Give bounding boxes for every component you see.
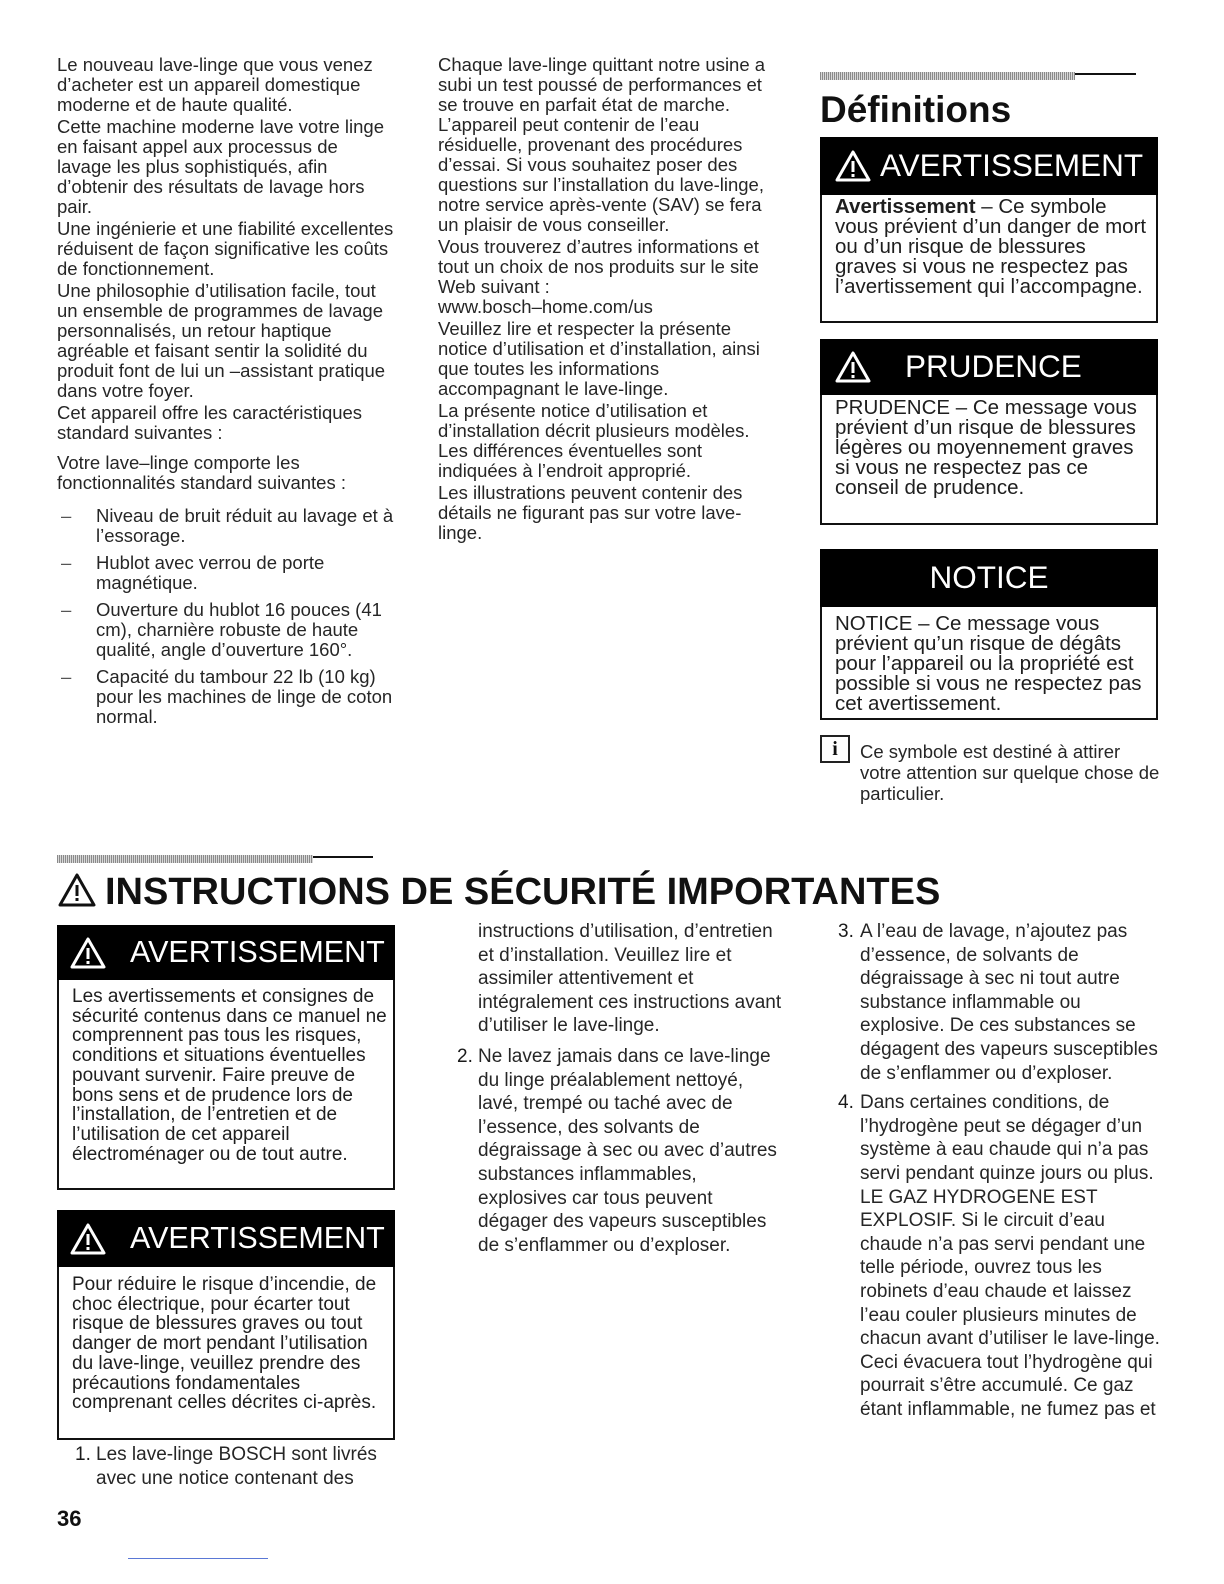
item-text-continued: instructions d’utilisation, d’entretien et d’installation. Veuillez lire et assimiler attentivement et intégralement ces instructions avant d’utiliser le lave-linge.	[478, 921, 782, 1037]
list-item	[57, 1443, 397, 1490]
safety-warning-box-2	[57, 1210, 395, 1440]
intro-column-2	[438, 55, 778, 545]
feature-bullet: –	[61, 505, 72, 526]
intro-paragraph: Veuillez lire et respecter la présente notice d’utilisation et d’installation, ainsi que toutes les informations accompagnant le lave-linge.	[438, 318, 760, 399]
warning-header-label: AVERTISSEMENT	[880, 147, 1144, 184]
feature-bullet: –	[61, 666, 72, 687]
decorative-underline	[128, 1558, 268, 1559]
rule-hatch	[57, 855, 313, 863]
warning-triangle-icon	[835, 150, 871, 182]
safety-item-1-start	[57, 1443, 397, 1490]
item-number: 2.	[457, 1045, 473, 1067]
feature-item	[57, 553, 397, 593]
feature-text: Ouverture du hublot 16 pouces (41 cm), charnière robuste de haute qualité, angle d’ouverture 160°.	[96, 599, 382, 660]
caution-header-label: PRUDENCE	[905, 348, 1082, 385]
safety-title	[57, 866, 940, 918]
safety-warning-box-1	[57, 925, 395, 1190]
intro-paragraph: Une ingénierie et une fiabilité excellentes réduisent de façon significative les coûts de fonctionnement.	[57, 218, 394, 279]
safety-warning-text: Pour réduire le risque d’incendie, de choc électrique, pour écarter tout risque de blessures graves ou tout danger de mort pendant l’utilisation du lave-linge, veuillez prendre des précautions fondamentales comprenant celles décrites ci-après.	[57, 1267, 395, 1440]
safety-column-3	[838, 920, 1163, 1421]
warning-header-label: AVERTISSEMENT	[130, 1221, 385, 1256]
intro-paragraph: Le nouveau lave-linge que vous venez d’acheter est un appareil domestique moderne et de haute qualité.	[57, 54, 373, 115]
item-number: 1.	[75, 1444, 91, 1465]
warning-description: – Ce symbole vous prévient d’un danger de mort ou d’un risque de blessures graves si vous ne respectez pas l’avertissement qui l’accompagne.	[835, 195, 1147, 298]
notice-term: NOTICE	[835, 612, 913, 635]
warning-header-label: AVERTISSEMENT	[130, 935, 385, 970]
info-symbol-note: Ce symbole est destiné à attirer votre attention sur quelque chose de particulier.	[860, 741, 1160, 804]
item-number: 4.	[838, 1092, 854, 1114]
info-icon: i	[820, 735, 850, 763]
caution-term: PRUDENCE	[835, 396, 951, 419]
item-text: Les lave-linge BOSCH sont livrés avec une notice contenant des	[96, 1444, 377, 1489]
warning-triangle-icon	[70, 937, 106, 969]
intro-paragraph	[438, 237, 778, 317]
feature-item	[57, 667, 397, 727]
safety-section-rule	[57, 855, 373, 863]
warning-term: Avertissement	[835, 195, 976, 218]
rule-hatch	[820, 72, 1075, 80]
caution-description: – Ce message vous prévient d’un risque de blessures légères ou moyennement graves si vous ne respectez pas ce conseil de prudence.	[835, 396, 1137, 499]
website-sentence: Vous trouverez d’autres informations et tout un choix de nos produits sur le site Web suivant :	[438, 236, 759, 297]
warning-header	[57, 1210, 395, 1267]
safety-column-2	[457, 920, 782, 1257]
notice-header	[820, 549, 1158, 607]
item-text: Ne lavez jamais dans ce lave-linge du linge préalablement nettoyé, lavé, trempé ou taché avec de l’essence, des solvants de dégraissage à sec ou avec d’autres substances inflammables, explosives car tous peuvent dégager des vapeurs susceptibles de s’enflammer ou d’exploser.	[478, 1045, 777, 1256]
list-item	[457, 1045, 782, 1257]
feature-text: Capacité du tambour 22 lb (10 kg) pour les machines de linge de coton normal.	[96, 666, 393, 727]
definitions-title: Définitions	[820, 89, 1012, 130]
feature-item	[57, 506, 397, 546]
safety-title-text: INSTRUCTIONS DE SÉCURITÉ IMPORTANTES	[105, 871, 941, 913]
warning-header	[57, 925, 395, 980]
feature-text: Niveau de bruit réduit au lavage et à l’essorage.	[96, 505, 394, 546]
notice-definition-text	[820, 607, 1158, 720]
intro-paragraph: Votre lave–linge comporte les fonctionnalités standard suivantes :	[57, 452, 346, 493]
feature-bullet: –	[61, 599, 72, 620]
item-text: Dans certaines conditions, de l’hydrogène peut se dégager d’un système à eau chaude qui n’a pas servi pendant quinze jours ou plus. LE GAZ HYDROGENE EST EXPLOSIF. Si le circuit d’eau chaude n’a pas servi pendant une telle période, ouvrez tous les robinets d’eau chaude et laissez l’eau couler plusieurs minutes de chacun avant d’utiliser le lave-linge. Ceci évacuera tout l’hydrogène qui pourrait s’être accumulé. Ce gaz étant inflammable, ne fumez pas et	[860, 1092, 1160, 1420]
caution-header	[820, 339, 1158, 395]
list-item	[838, 1091, 1163, 1421]
warning-definition-box	[820, 137, 1158, 323]
intro-paragraph: La présente notice d’utilisation et d’installation décrit plusieurs modèles. Les différences éventuelles sont indiquées à l’endroit approprié.	[438, 400, 750, 481]
website-url: www.bosch–home.com/us	[438, 296, 653, 317]
feature-text: Hublot avec verrou de porte magnétique.	[96, 552, 325, 593]
intro-column-1	[57, 55, 397, 734]
warning-triangle-icon	[57, 872, 97, 913]
intro-paragraph: Une philosophie d’utilisation facile, tout un ensemble de programmes de lavage personnalisés, un retour haptique agréable et faisant sentir la solidité du produit font de lui un –assistant pratique dans votre foyer.	[57, 280, 386, 401]
notice-description: – Ce message vous prévient qu’un risque de dégâts pour l’appareil ou la propriété est possible si vous ne respectez pas cet avertissement.	[835, 612, 1142, 715]
warning-definition-text	[820, 195, 1158, 323]
intro-paragraph: Cette machine moderne lave votre linge en faisant appel aux processus de lavage les plus sophistiqués, afin d’obtenir des résultats de lavage hors pair.	[57, 116, 385, 217]
item-number: 3.	[838, 921, 854, 942]
warning-triangle-icon	[835, 351, 871, 383]
definitions-section-rule	[820, 72, 1136, 80]
notice-header-label: NOTICE	[929, 559, 1049, 596]
feature-list	[57, 506, 397, 727]
intro-paragraph: Les illustrations peuvent contenir des détails ne figurant pas sur votre lave-linge.	[438, 482, 743, 543]
list-item	[838, 920, 1163, 1085]
item-text: A l’eau de lavage, n’ajoutez pas d’essence, de solvants de dégraissage à sec ni tout autre substance inflammable ou explosive. De ces substances se dégagent des vapeurs susceptibles de s’enflammer ou d’exploser.	[860, 921, 1158, 1084]
warning-triangle-icon	[70, 1223, 106, 1255]
intro-paragraph: Chaque lave-linge quittant notre usine a subi un test poussé de performances et se trouve en parfait état de marche. L’appareil peut contenir de l’eau résiduelle, provenant des procédures d’essai. Si vous souhaitez poser des questions sur l’installation du lave-linge, notre service après-vente (SAV) se fera un plaisir de vous conseiller.	[438, 54, 766, 235]
feature-bullet: –	[61, 552, 72, 573]
page-number: 36	[57, 1506, 82, 1531]
warning-header	[820, 137, 1158, 195]
intro-paragraph: Cet appareil offre les caractéristiques standard suivantes :	[57, 402, 363, 443]
safety-warning-text: Les avertissements et consignes de sécurité contenus dans ce manuel ne comprennent pas tous les risques, conditions et situations éventuelles pouvant survenir. Faire preuve de bons sens et de prudence lors de l’installation, de l’entretien et de l’utilisation de cet appareil électroménager ou de tout autre.	[57, 980, 395, 1190]
caution-definition-box	[820, 339, 1158, 525]
notice-definition-box	[820, 549, 1158, 720]
caution-definition-text	[820, 395, 1158, 525]
feature-item	[57, 600, 397, 660]
